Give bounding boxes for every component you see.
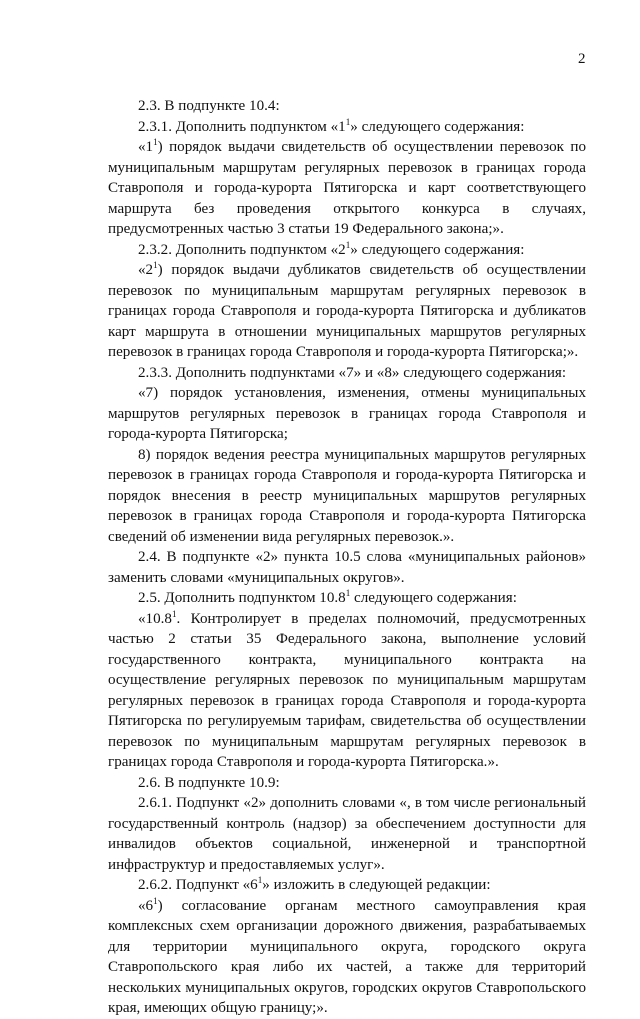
paragraph-2-6-2: 2.6.2. Подпункт «$6^1$» изложить в следующей редакции: [138, 874, 491, 893]
paragraph-2-3-2: 2.3.2. Дополнить подпунктом «$2^1$» следующего содержания: [138, 239, 525, 258]
subparagraph-7-text: «7) порядок установления, изменения, отмены муниципальных маршрутов регулярных перевозок в границах города Ставрополя и города-курорта Пятигорска; [108, 385, 586, 442]
paragraph-2-5: 2.5. Дополнить подпунктом 10.8$^1$ следующего содержания: [138, 587, 517, 606]
paragraph-2-4: 2.4. В подпункте «2» пункта 10.5 слова «муниципальных районов» заменить словами «муниципальных округов». [108, 549, 586, 586]
paragraph-2-3-1: 2.3.1. Дополнить подпунктом «$1^1$» следующего содержания: [138, 116, 525, 135]
subparagraph-8-text: 8) порядок ведения реестра муниципальных маршрутов регулярных перевозок в границах города Ставрополя и города-курорта Пятигорска и порядок внесения в реестр муниципальных маршрутов регулярных перевозок в границах города Ставрополя и города-курорта Пятигорска сведений об изменении вида регулярных перевозок.». [108, 446, 586, 545]
paragraph-2-6: 2.6. В подпункте 10.9: [138, 774, 280, 791]
subparagraph-1-1-text: «$1^1$) порядок выдачи свидетельств об осуществлении перевозок по муниципальным маршрутам регулярных перевозок в границах города Ставрополя и города-курорта Пятигорска и карт соответствующего маршрута без проведения открытого конкурса в случаях, предусмотренных частью 3 статьи 19 Федерального закона;». [108, 136, 586, 237]
paragraph-2-6-1: 2.6.1. Подпункт «2» дополнить словами «, в том числе региональный государственный контроль (надзор) за обеспечением доступности для инвалидов объектов социальной, инженерной и транспортной инфраструктур и предоставляемых услуг». [108, 795, 586, 873]
page-number: 2 [578, 51, 586, 67]
subparagraph-2-1-text: «$2^1$) порядок выдачи дубликатов свидетельств об осуществлении перевозок по муниципальным маршрутам регулярных перевозок в границах города Ставрополя и города-курорта Пятигорска и дубликатов карт маршрута в отношении муниципальных маршрутов регулярных перевозок в границах города Ставрополя и города-курорта Пятигорска;». [108, 259, 586, 360]
document-body [108, 96, 586, 1019]
subparagraph-10-8-1-text: «10.8$^1$. Контролирует в пределах полномочий, предусмотренных частью 2 статьи 35 Федерального закона, выполнение условий государственного контракта, муниципального контракта на осуществление регулярных перевозок по муниципальным маршрутам регулярных перевозок в границах города Ставрополя и города-курорта Пятигорска по регулируемым тарифам, свидетельства об осуществлении перевозок по муниципальным маршрутам регулярных перевозок в границах города Ставрополя и города-курорта Пятигорска.». [108, 608, 586, 770]
paragraph-2-3-3: 2.3.3. Дополнить подпунктами «7» и «8» следующего содержания: [138, 364, 567, 381]
paragraph-2-3: 2.3. В подпункте 10.4: [138, 98, 280, 114]
subparagraph-6-1-text: «$6^1$) согласование органам местного самоуправления края комплексных схем организации дорожного движения, разрабатываемых для территории муниципального округа, городского округа Ставропольского края либо их частей, а также для территорий нескольких муниципальных округов, городских округов Ставропольского края, имеющих общую границу;». [108, 895, 586, 1016]
